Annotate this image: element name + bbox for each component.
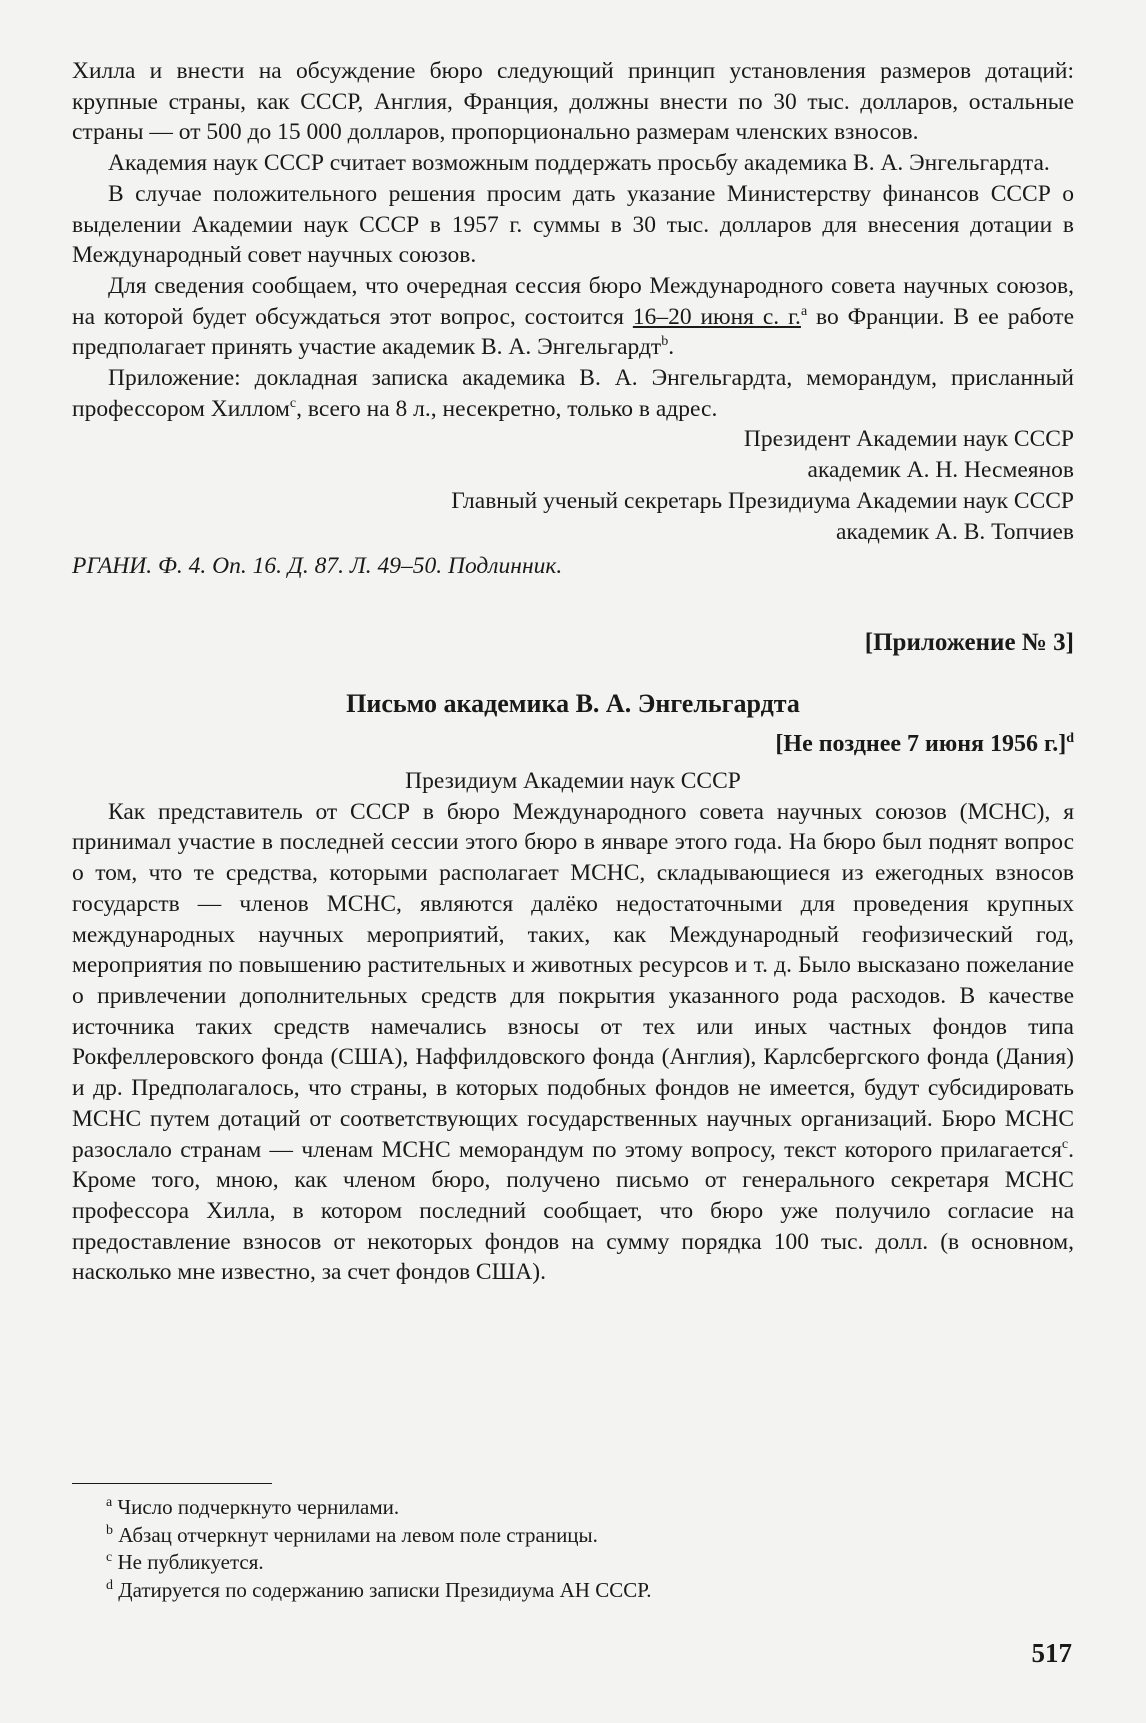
footnote-ref-a: a [800,303,808,319]
footnote-ref-c: c [1061,1136,1069,1152]
footnote-divider [72,1483,272,1484]
underlined-date: 16–20 июня с. г. [632,303,801,330]
signature-line: Главный ученый секретарь Президиума Академии наук СССР [451,487,1074,514]
letter-body: Как представитель от СССР в бюро Международного совета научных союзов (МСНС), я принимал участие в последней сессии этого бюро в январе этого года. На бюро был поднят вопрос о том, что те средства, которыми располагает МСНС, складывающиеся из ежегодных взносов государств — членов МСНС, являются далёко недостаточными для проведения крупных международных научных мероприятий, таких, как Международный геофизический год, мероприятия по повышению растительных и животных ресурсов и т. д. Было высказано пожелание о привлечении дополнительных средств для покрытия указанного рода расходов. В качестве источника таких средств намечались взносы от тех или иных частных фондов типа Рокфеллеровского фонда (США), Наффилдовского фонда (Англия), Карлсбергского фонда (Дания) и др. Предполагалось, что страны, в которых подобных фондов не имеется, будут субсидировать МСНС путем дотаций от соответствующих государственных научных организаций. Бюро МСНС разослало странам — членам МСНС меморандум по этому вопросу, текст которого прилагается$^c$. Кроме того, мною, как членом бюро, получено письмо от генерального секретаря МСНС профессора Хилла, в котором последний сообщает, что бюро уже получило согласие на предоставление взносов от некоторых фондов на сумму порядка 100 тыс. долл. (в основном, насколько мне известно, за счет фондов США). [72,798,1074,1286]
session-paragraph: Для сведения сообщаем, что очередная сессия бюро Международного совета научных союзов, на которой будет обсуждаться этот вопрос, состоится 16–20 июня с. г.$^a$ во Франции. В ее работе предполагает принять участие академик В. А. Энгельгардт$^b$. [72,272,1075,361]
footnote: $^c$ Не публикуется. [106,1550,264,1574]
footnote: $^d$ Датируется по содержанию записки Президиума АН СССР. [106,1577,652,1602]
signature-block [72,424,1074,547]
document-date: [Не позднее 7 июня 1956 г.]$^d$ [775,731,1074,758]
page-number: 517 [1031,1638,1072,1668]
footnote: $^b$ Абзац отчеркнут чернилами на левом поле страницы. [106,1522,598,1547]
archive-reference: РГАНИ. Ф. 4. Оп. 16. Д. 87. Л. 49–50. Подлинник. [72,553,563,580]
page-body [72,56,1074,1288]
intro-paragraph-3: В случае положительного решения просим дать указание Министерству финансов СССР о выделении Академии наук СССР в 1957 г. суммы в 30 тыс. долларов для внесения дотации в Международный совет научных союзов. [72,180,1074,269]
attachment-paragraph: Приложение: докладная записка академика В. А. Энгельгардта, меморандум, присланный профессором Хиллом$^c$, всего на 8 л., несекретно, только в адрес. [72,365,1074,422]
intro-paragraph-2: Академия наук СССР считает возможным поддержать просьбу академика В. А. Энгельгардта. [108,150,1050,177]
footnote-ref-c: c [289,395,297,411]
document-title: Письмо академика В. А. Энгельгардта [346,688,800,718]
footnote-ref-d: d [1066,731,1074,747]
intro-paragraph-1: Хилла и внести на обсуждение бюро следующий принцип установления размеров дотаций: крупные страны, как СССР, Англия, Франция, должны внести по 30 тыс. долларов, остальные страны — от 500 до 15 000 долларов, пропорционально размерам членских взносов. [72,58,1074,146]
footnote-ref-b: b [661,334,669,350]
signature-line: Президент Академии наук СССР [743,426,1074,453]
footnote: $^a$ Число подчеркнуто чернилами. [106,1495,400,1519]
footnotes [72,1494,1072,1604]
annex-label: [Приложение № 3] [864,628,1074,656]
addressee: Президиум Академии наук СССР [405,768,741,795]
signature-line: академик А. В. Топчиев [835,518,1074,545]
signature-line: академик А. Н. Несмеянов [807,457,1074,484]
